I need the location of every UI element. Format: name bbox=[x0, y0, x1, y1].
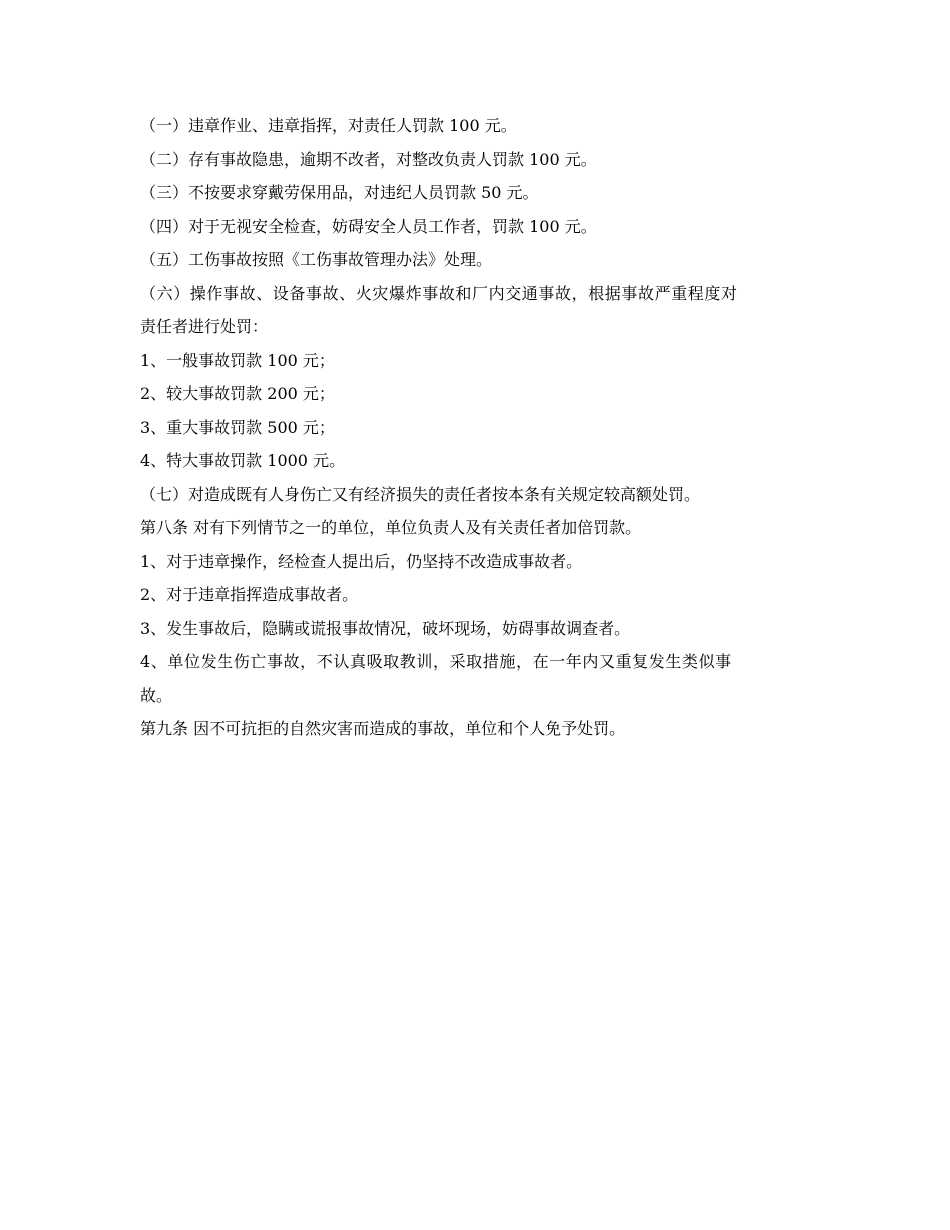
penalty-item-2: 2、较大事故罚款 200 元； bbox=[140, 384, 335, 403]
clause-5: （五）工伤事故按照《工伤事故管理办法》处理。 bbox=[140, 250, 493, 269]
clause-2: （二）存有事故隐患，逾期不改者，对整改负责人罚款 100 元。 bbox=[140, 149, 597, 169]
clause-6: （六）操作事故、设备事故、火灾爆炸事故和厂内交通事故，根据事故严重程度对 bbox=[140, 283, 738, 303]
clause-6-continued: 责任者进行处罚： bbox=[140, 317, 269, 336]
clause-3: （三）不按要求穿戴劳保用品，对违纪人员罚款 50 元。 bbox=[140, 183, 539, 202]
penalty-item-3: 3、重大事故罚款 500 元； bbox=[140, 417, 335, 437]
clause-7: （七）对造成既有人身伤亡又有经济损失的责任者按本条有关规定较高额处罚。 bbox=[140, 484, 701, 504]
article-8-item-4: 4、单位发生伤亡事故，不认真吸取教训，采取措施，在一年内又重复发生类似事 bbox=[140, 652, 732, 671]
penalty-item-4: 4、特大事故罚款 1000 元。 bbox=[140, 451, 346, 470]
article-8-item-1: 1、对于违章操作，经检查人提出后，仍坚持不改造成事故者。 bbox=[140, 551, 583, 571]
document-body bbox=[140, 116, 830, 753]
article-8-item-4-continued: 故。 bbox=[140, 685, 173, 705]
clause-1: （一）违章作业、违章指挥，对责任人罚款 100 元。 bbox=[140, 116, 517, 135]
penalty-item-1: 1、一般事故罚款 100 元； bbox=[140, 350, 335, 370]
article-8-item-3: 3、发生事故后，隐瞒或谎报事故情况，破坏现场，妨碍事故调查者。 bbox=[140, 618, 631, 638]
article-8: 第八条 对有下列情节之一的单位，单位负责人及有关责任者加倍罚款。 bbox=[140, 518, 642, 537]
clause-4: （四）对于无视安全检查，妨碍安全人员工作者，罚款 100 元。 bbox=[140, 216, 597, 236]
article-9: 第九条 因不可抗拒的自然灾害而造成的事故，单位和个人免予处罚。 bbox=[140, 719, 626, 738]
article-8-item-2: 2、对于违章指挥造成事故者。 bbox=[140, 585, 359, 604]
